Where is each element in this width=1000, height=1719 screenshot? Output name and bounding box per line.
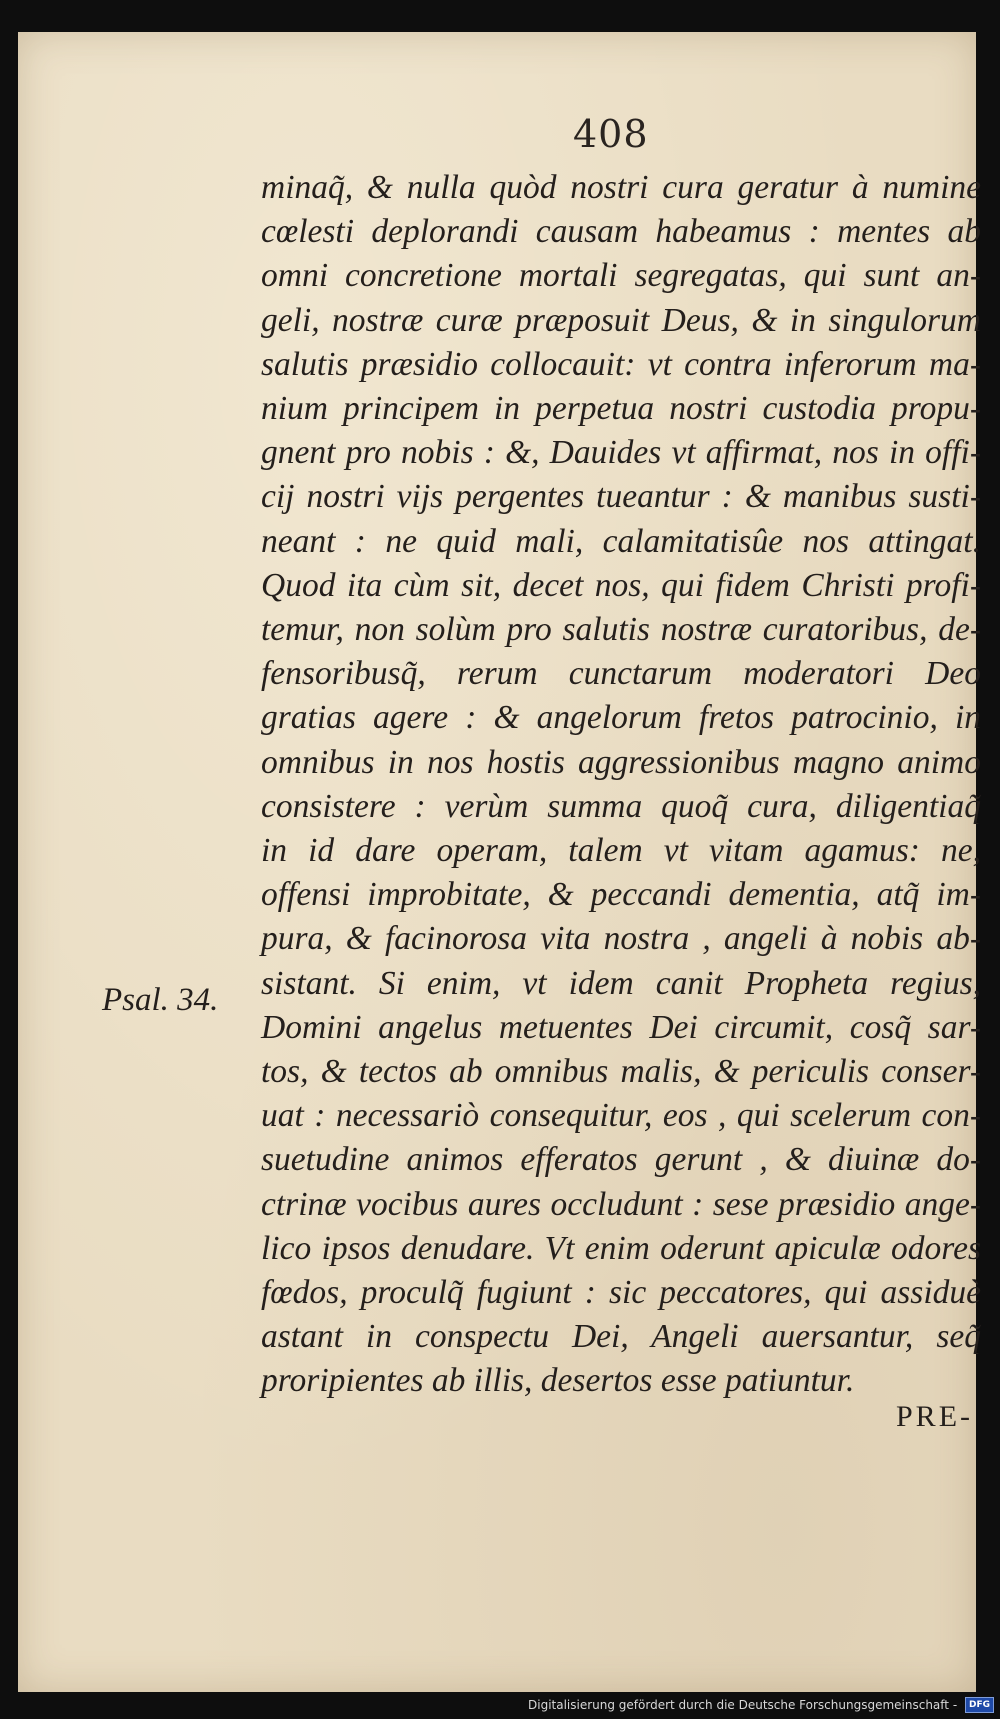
text-line-9: neant : ne quid mali, calamitatisûe nos attingat. bbox=[261, 522, 981, 560]
dfg-logo-icon: DFG bbox=[965, 1697, 994, 1713]
margin-note-psalm-reference: Psal. 34. bbox=[102, 982, 219, 1018]
text-line-23: suetudine animos efferatos gerunt , & diuinæ do- bbox=[261, 1141, 981, 1179]
text-line-18: pura, & facinorosa vita nostra , angeli à nobis ab- bbox=[261, 920, 981, 958]
text-line-10: Quod ita cùm sit, decet nos, qui fidem Christi profi- bbox=[261, 566, 981, 604]
digitization-footer bbox=[0, 1697, 1000, 1717]
text-line-6: nium principem in perpetua nostri custodia propu- bbox=[261, 390, 981, 428]
text-line-27: astant in conspectu Dei, Angeli auersantur, seq̃ bbox=[261, 1318, 981, 1356]
text-line-4: geli, nostræ curæ præposuit Deus, & in singulorum bbox=[261, 301, 981, 339]
text-line-25: lico ipsos denudare. Vt enim oderunt apiculæ odores bbox=[261, 1229, 981, 1267]
footer-credit-text: Digitalisierung gefördert durch die Deutsche Forschungsgemeinschaft - bbox=[528, 1698, 958, 1712]
text-line-13: gratias agere : & angelorum fretos patrocinio, in bbox=[261, 699, 981, 737]
text-line-2: cœlesti deplorandi causam habeamus : mentes ab bbox=[261, 213, 981, 251]
page-number: 408 bbox=[573, 112, 649, 156]
text-line-12: fensoribusq̃, rerum cunctarum moderatori Deo bbox=[261, 655, 981, 693]
text-line-1: minaq̃, & nulla quòd nostri cura geratur à numine bbox=[261, 169, 981, 206]
text-line-24: ctrinæ vocibus aures occludunt : sese præsidio ange- bbox=[261, 1185, 981, 1223]
text-line-7: gnent pro nobis : &, Dauides vt affirmat, nos in offi- bbox=[261, 434, 981, 472]
text-line-8: cij nostri vijs pergentes tueantur : & manibus susti- bbox=[261, 478, 981, 516]
text-line-3: omni concretione mortali segregatas, qui sunt an- bbox=[261, 257, 981, 295]
book-page bbox=[18, 32, 981, 1692]
text-line-16: in id dare operam, talem vt vitam agamus: ne, bbox=[261, 832, 981, 870]
text-line-21: tos, & tectos ab omnibus malis, & periculis conser- bbox=[261, 1053, 981, 1091]
text-line-11: temur, non solùm pro salutis nostræ curatoribus, de- bbox=[261, 611, 981, 649]
catchword: PRE- bbox=[896, 1400, 974, 1433]
text-line-17: offensi improbitate, & peccandi dementia, atq̃ im- bbox=[261, 876, 981, 914]
text-line-19: sistant. Si enim, vt idem canit Propheta regius, bbox=[261, 964, 981, 1002]
text-line-20: Domini angelus metuentes Dei circumit, cosq̃ sar- bbox=[261, 1008, 981, 1046]
text-line-28: proripientes ab illis, desertos esse patiuntur. bbox=[261, 1362, 855, 1400]
text-line-14: omnibus in nos hostis aggressionibus magno animo bbox=[261, 743, 981, 781]
text-line-15: consistere : verùm summa quoq̃ cura, diligentiaq̃ bbox=[261, 787, 981, 825]
text-line-26: fœdos, proculq̃ fugiunt : sic peccatores, qui assiduè bbox=[261, 1274, 981, 1312]
text-line-22: uat : necessariò consequitur, eos , qui scelerum con- bbox=[261, 1097, 981, 1135]
body-text bbox=[261, 166, 981, 1404]
text-line-5: salutis præsidio collocauit: vt contra inferorum ma- bbox=[261, 345, 981, 383]
